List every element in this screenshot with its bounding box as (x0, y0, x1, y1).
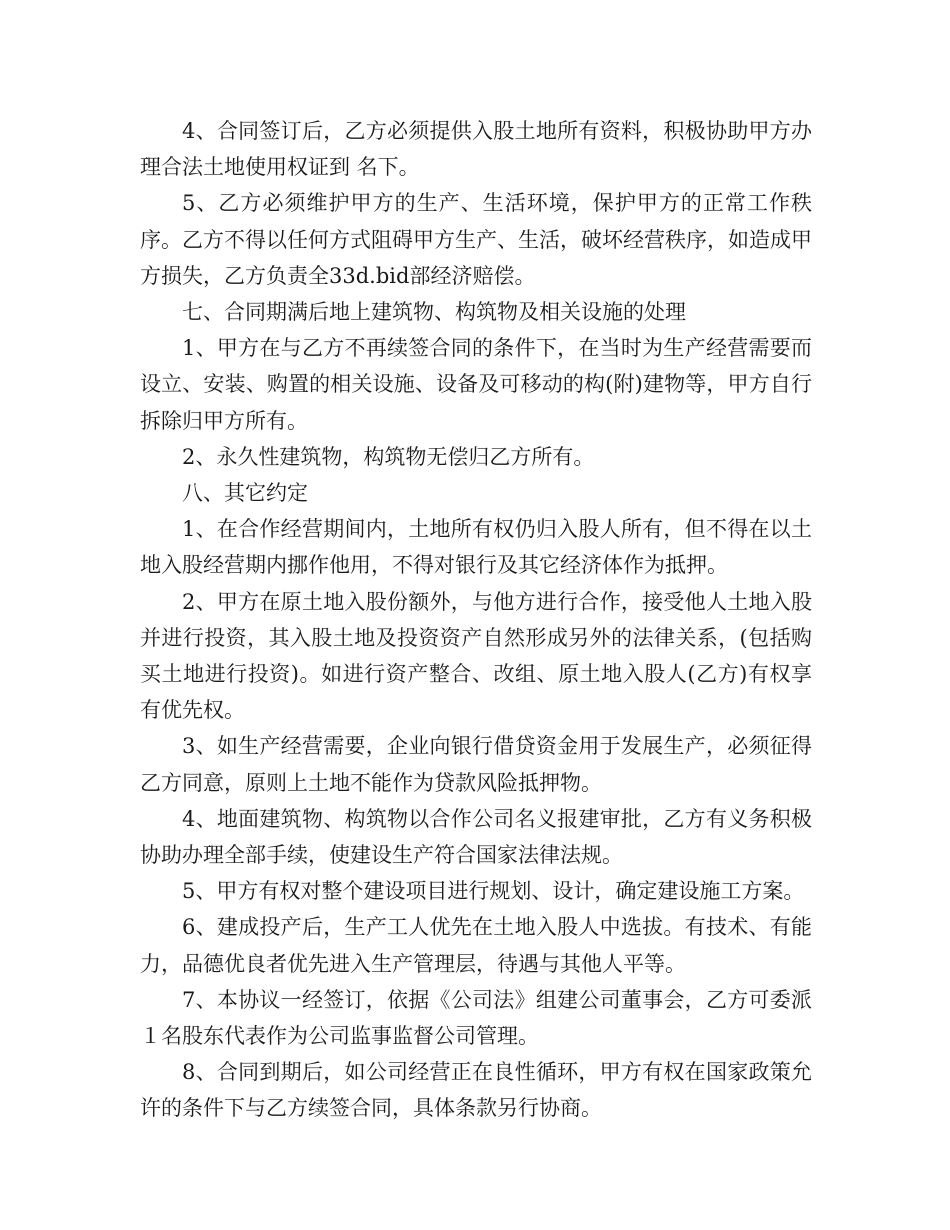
document-body (140, 113, 812, 1127)
section-heading: 八、其它约定 (182, 481, 308, 506)
clause-paragraph: 6、建成投产后，生产工人优先在土地入股人中选拔。有技术、有能力，品德优良者优先进入生产管理层，待遇与其他人平等。 (140, 915, 812, 976)
clause-paragraph: 1、甲方在与乙方不再续签合同的条件下，在当时为生产经营需要而设立、安装、购置的相关设施、设备及可移动的构(附)建物等，甲方自行拆除归甲方所有。 (140, 336, 812, 433)
section-heading: 七、合同期满后地上建筑物、构筑物及相关设施的处理 (182, 300, 686, 325)
clause-paragraph: 4、地面建筑物、构筑物以合作公司名义报建审批，乙方有义务积极协助办理全部手续，使建设生产符合国家法律法规。 (140, 806, 812, 868)
clause-paragraph: 3、如生产经营需要，企业向银行借贷资金用于发展生产，必须征得乙方同意，原则上土地不能作为贷款风险抵押物。 (140, 734, 812, 795)
clause-paragraph: 5、乙方必须维护甲方的生产、生活环境，保护甲方的正常工作秩序。乙方不得以任何方式阻碍甲方生产、生活，破坏经营秩序，如造成甲方损失，乙方负责全33d.bid部经济赔偿。 (140, 191, 812, 288)
clause-paragraph: 1、在合作经营期间内，土地所有权仍归入股人所有，但不得在以土地入股经营期内挪作他用，不得对银行及其它经济体作为抵押。 (140, 517, 812, 578)
clause-paragraph: 2、永久性建筑物，构筑物无偿归乙方所有。 (182, 444, 595, 469)
clause-paragraph: 8、合同到期后，如公司经营正在良性循环，甲方有权在国家政策允许的条件下与乙方续签合同，具体条款另行协商。 (140, 1060, 812, 1121)
clause-paragraph: 7、本协议一经签订，依据《公司法》组建公司董事会，乙方可委派１名股东代表作为公司监事监督公司管理。 (140, 987, 812, 1049)
clause-paragraph: 5、甲方有权对整个建设项目进行规划、设计，确定建设施工方案。 (182, 879, 805, 904)
clause-paragraph: 4、合同签订后，乙方必须提供入股土地所有资料，积极协助甲方办理合法土地使用权证到 名下。 (140, 119, 812, 180)
clause-paragraph: 2、甲方在原土地入股份额外，与他方进行合作，接受他人土地入股并进行投资，其入股土地及投资资产自然形成另外的法律关系，(包括购买土地进行投资)。如进行资产整合、改组、原土地入股人(乙方)有权享有优先权。 (140, 589, 812, 723)
